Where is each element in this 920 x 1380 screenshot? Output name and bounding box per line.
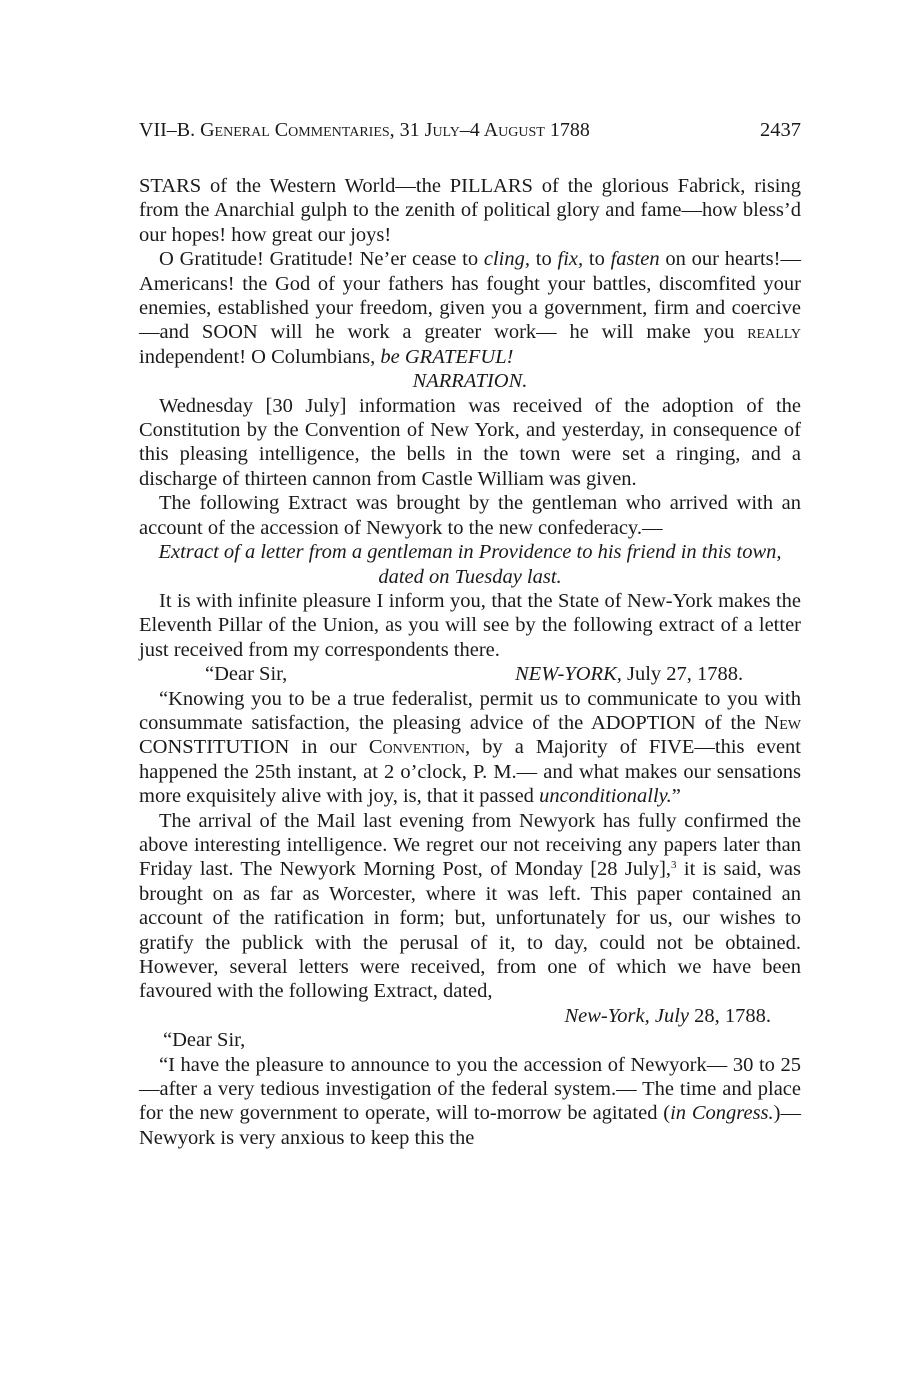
paragraph-pleasure-to-announce: “I have the pleasure to announce to you the accession of Newyork— 30 to 25—after a very tedious investigation of the federal system.— The time and place for the new government to operate, will to-morrow be agitated (in Congress.)—Newyork is very anxious to keep this the (139, 1053, 801, 1149)
paragraph-knowing: “Knowing you to be a true federalist, permit us to communicate to you with consummate satisfaction, the pleasing advice of the ADOPTION of the New CONSTITUTION in our Convention, by a Majority of FIVE—this event happened the 25th instant, at 2 o’clock, P. M.— and what makes our sensations more exquisitely alive with joy, is, that it passed unconditionally.” (139, 687, 802, 808)
dateline-2: New-York, July 28, 1788. (564, 1004, 771, 1027)
paragraph-following-extract: The following Extract was brought by the gentleman who arrived with an account of the accession of Newyork to the new confederacy.— (139, 492, 801, 539)
dateline-1: NEW-YORK, July 27, 1788. (515, 663, 744, 686)
footnote-ref: 3 (671, 859, 677, 872)
paragraph-gratitude: O Gratitude! Gratitude! Ne’er cease to cling, to fix, to fasten on our hearts!—Americans! the God of your fathers has fought your battles, discomfited your enemies, established your freedom, given you a government, firm and coercive—and SOON will he work a greater work— he will make you really independent! O Columbians, be GRATEFUL! (139, 248, 801, 368)
paragraph-stars: STARS of the Western World—the PILLARS of the glorious Fabrick, rising from the Anarchial gulph to the zenith of political glory and fame—how bless’d our hopes! how great our joys! (139, 175, 801, 246)
salutation-2: “Dear Sir, (163, 1029, 246, 1052)
running-head (139, 118, 801, 148)
running-head-title: VII–B. General Commentaries, 31 July–4 August 1788 (139, 119, 590, 141)
document-page (139, 118, 801, 1150)
extract-heading: Extract of a letter from a gentleman in Providence to his friend in this town, dated on Tuesday last. (158, 541, 782, 588)
letter-dateline-1 (139, 662, 801, 686)
page-number: 2437 (760, 119, 801, 141)
paragraph-arrival-of-mail: The arrival of the Mail last evening from Newyork has fully confirmed the above interesting intelligence. We regret our not receiving any papers later than Friday last. The Newyork Morning Post, of Monday [28 July],$^3$ it is said, was brought on as far as Worcester, where it was left. This paper contained an account of the ratification in form; but, unfortunately for us, our wishes to gratify the publick with the perusal of it, to day, could not be obtained. However, several letters were received, from one of which we have been favoured with the following Extract, dated, (139, 809, 801, 1003)
salutation-1: “Dear Sir, (205, 663, 288, 686)
narration-heading: NARRATION. (412, 370, 528, 393)
paragraph-wednesday: Wednesday [30 July] information was received of the adoption of the Constitution by the Convention of New York, and yesterday, in consequence of this pleasing intelligence, the bells in the town were set a ringing, and a discharge of thirteen cannon from Castle William was given. (139, 394, 801, 490)
paragraph-infinite-pleasure: It is with infinite pleasure I inform you, that the State of New-York makes the Eleventh Pillar of the Union, as you will see by the following extract of a letter just received from my correspondents there. (139, 589, 801, 661)
